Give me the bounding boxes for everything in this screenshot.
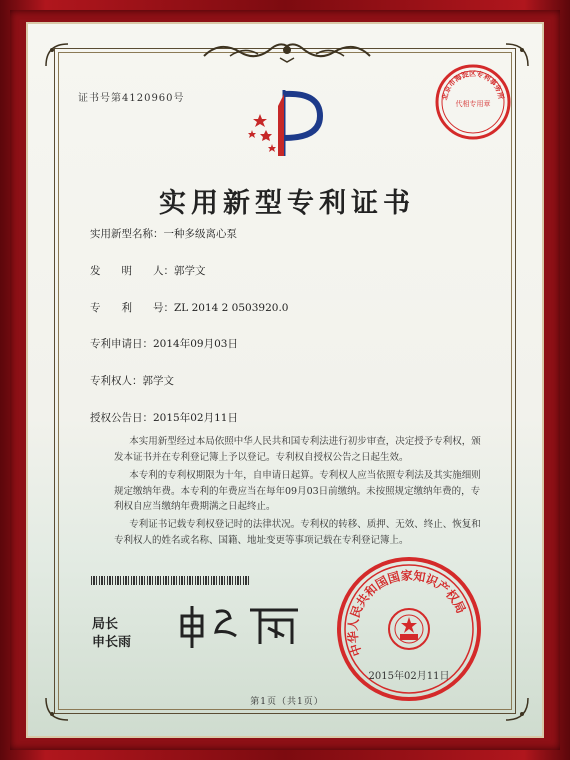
barcode [91,576,251,585]
svg-text:中华人民共和国国家知识产权局: 中华人民共和国国家知识产权局 [345,568,469,658]
patent-office-logo-icon [244,86,324,160]
national-ip-office-seal-icon [334,554,484,704]
director-name: 申长雨 [92,635,132,650]
certificate-number: 证书号第4120960号 [78,93,185,104]
director-title: 局长 [92,617,119,632]
paragraph-grant: 本实用新型经过本局依照中华人民共和国专利法进行初步审查，决定授予专利权，颁发本证书并在专利登记簿上予以登记。专利权自授权公告之日起生效。 [114,436,481,463]
application-date: 专利申请日：2014年09月03日 [90,338,238,350]
paragraph-status: 专利证书记载专利权登记时的法律状况。专利权的转移、质押、无效、终止、恢复和专利权人的姓名或名称、国籍、地址变更等事项记载在专利登记簿上。 [114,519,481,546]
corner-ornament-icon [42,40,72,70]
announcement-date: 授权公告日：2015年02月11日 [90,412,238,424]
svg-text:北京市海淀区专利事务所: 北京市海淀区专利事务所 [440,69,505,101]
utility-model-name: 实用新型名称：一种多级离心泵 [90,228,237,240]
director-signature-icon [176,602,306,650]
certificate-title: 实用新型专利证书 [159,188,415,219]
paragraph-term: 本专利的专利权期限为十年，自申请日起算。专利权人应当依照专利法及其实施细则规定缴纳年费。本专利的年费应当在每年09月03日前缴纳。未按照规定缴纳年费的，专利权自应当缴纳年费期满之日起终止。 [114,470,481,512]
svg-text:代相专用章: 代相专用章 [455,100,491,108]
agency-seal-icon [433,62,513,142]
patent-number: 专 利 号：ZL 2014 2 0503920.0 [90,302,289,314]
page-number: 第1页（共1页） [250,697,324,707]
top-ornament-icon [200,38,374,64]
inventor: 发 明 人：郭学文 [90,265,206,277]
patent-holder: 专利权人：郭学文 [90,375,174,387]
certificate-paper [26,22,544,738]
seal-date: 2015年02月11日 [368,671,450,682]
